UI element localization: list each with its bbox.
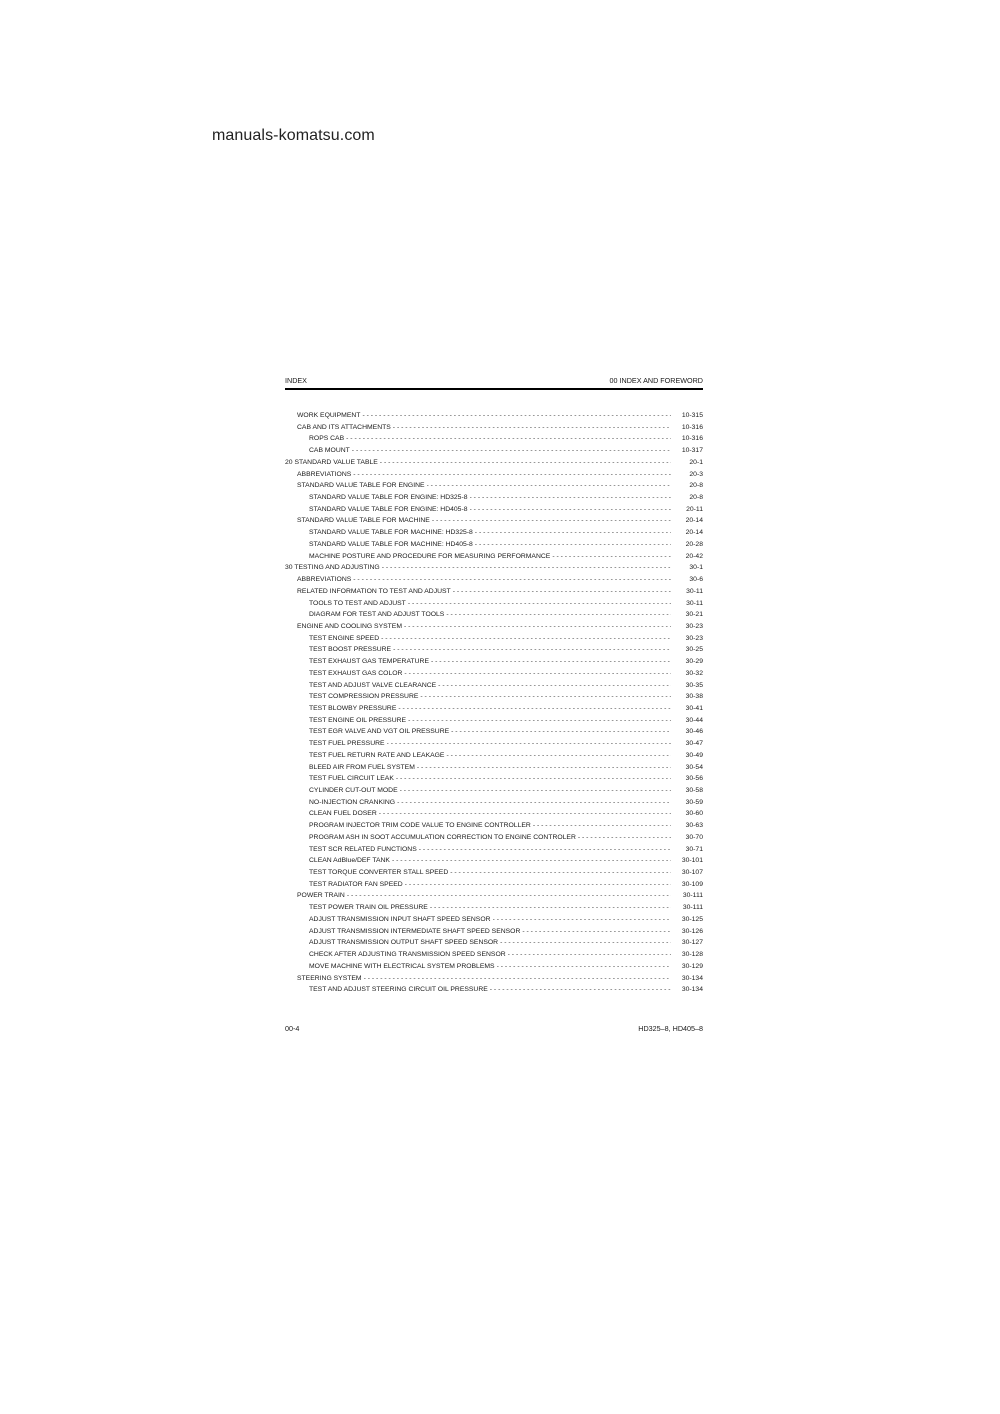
toc-entry-page: 30-49	[685, 751, 703, 759]
toc-entry-title: TEST BLOWBY PRESSURE	[309, 704, 397, 712]
dot-leader	[427, 480, 671, 492]
toc-entry-title: TEST RADIATOR FAN SPEED	[309, 880, 403, 888]
toc-entry-page: 20-14	[685, 517, 703, 525]
dot-leader	[578, 832, 671, 844]
toc-entry[interactable]	[285, 422, 703, 434]
toc-entry[interactable]	[285, 691, 703, 703]
toc-entry-title: TEST EXHAUST GAS COLOR	[309, 669, 403, 677]
toc-entry-page: 30-44	[685, 716, 703, 724]
toc-entry[interactable]	[285, 469, 703, 481]
dot-leader	[393, 644, 671, 656]
dot-leader	[353, 469, 671, 481]
dot-leader	[417, 762, 671, 774]
toc-entry[interactable]	[285, 527, 703, 539]
page-footer	[285, 1024, 703, 1033]
page-number: 00-4	[285, 1024, 300, 1033]
dot-leader	[400, 785, 671, 797]
toc-entry[interactable]	[285, 855, 703, 867]
toc-entry[interactable]	[285, 926, 703, 938]
toc-entry[interactable]	[285, 644, 703, 656]
toc-entry-title: TEST FUEL CIRCUIT LEAK	[309, 775, 394, 783]
toc-entry[interactable]	[285, 902, 703, 914]
toc-entry-title: CLEAN AdBlue/DEF TANK	[309, 857, 390, 865]
dot-leader	[362, 410, 671, 422]
toc-entry-title: PROGRAM ASH IN SOOT ACCUMULATION CORRECTION TO ENGINE CONTROLER	[309, 833, 576, 841]
manual-page	[285, 376, 703, 1033]
header-chapter-title: 00 INDEX AND FOREWORD	[609, 376, 703, 385]
dot-leader	[497, 961, 671, 973]
toc-entry-page: 30-23	[685, 634, 703, 642]
toc-entry-title: RELATED INFORMATION TO TEST AND ADJUST	[297, 587, 451, 595]
dot-leader	[408, 715, 671, 727]
dot-leader	[419, 844, 671, 856]
toc-entry-page: 20-1	[689, 458, 703, 466]
toc-entry-page: 20-11	[686, 505, 703, 513]
model-numbers: HD325–8, HD405–8	[638, 1024, 703, 1033]
toc-entry-page: 20-28	[685, 540, 703, 548]
dot-leader	[431, 656, 671, 668]
dot-leader	[392, 855, 671, 867]
toc-entry-title: TEST POWER TRAIN OIL PRESSURE	[309, 904, 428, 912]
toc-entry-page: 30-6	[689, 576, 703, 584]
toc-entry-page: 30-29	[685, 658, 703, 666]
dot-leader	[430, 902, 671, 914]
toc-entry-title: TEST ENGINE OIL PRESSURE	[309, 716, 407, 724]
toc-entry[interactable]	[285, 633, 703, 645]
toc-entry[interactable]	[285, 609, 703, 621]
dot-leader	[475, 539, 671, 551]
toc-entry-page: 30-32	[685, 669, 703, 677]
dot-leader	[364, 973, 671, 985]
toc-entry[interactable]	[285, 492, 703, 504]
toc-entry[interactable]	[285, 832, 703, 844]
toc-entry-title: POWER TRAIN	[297, 892, 345, 900]
dot-leader	[446, 750, 671, 762]
toc-entry-title: MACHINE POSTURE AND PROCEDURE FOR MEASURING PERFORMANCE	[309, 552, 551, 560]
toc-entry-title: BLEED AIR FROM FUEL SYSTEM	[309, 763, 415, 771]
toc-entry[interactable]	[285, 762, 703, 774]
toc-entry[interactable]	[285, 410, 703, 422]
toc-entry-title: TEST EXHAUST GAS TEMPERATURE	[309, 658, 429, 666]
toc-entry-title: TEST BOOST PRESSURE	[309, 646, 392, 654]
dot-leader	[493, 914, 671, 926]
watermark-text: manuals-komatsu.com	[212, 127, 375, 144]
toc-entry[interactable]	[285, 890, 703, 902]
toc-entry-title: ROPS CAB	[309, 435, 345, 443]
toc-entry-page: 20-42	[685, 552, 703, 560]
toc-entry-title: CHECK AFTER ADJUSTING TRANSMISSION SPEED SENSOR	[309, 951, 506, 959]
dot-leader	[347, 890, 671, 902]
toc-entry-title: STANDARD VALUE TABLE FOR ENGINE	[297, 482, 425, 490]
toc-entry[interactable]	[285, 984, 703, 996]
toc-entry-title: ABBREVIATIONS	[297, 576, 352, 584]
header-rule	[285, 388, 703, 390]
toc-entry-page: 30-38	[685, 693, 703, 701]
toc-entry-title: TEST FUEL PRESSURE	[309, 740, 385, 748]
toc-entry-title: 30 TESTING AND ADJUSTING	[285, 564, 380, 572]
toc-entry-title: ENGINE AND COOLING SYSTEM	[297, 622, 402, 630]
toc-entry[interactable]	[285, 961, 703, 973]
toc-entry-title: MOVE MACHINE WITH ELECTRICAL SYSTEM PROBLEMS	[309, 962, 495, 970]
dot-leader	[470, 504, 671, 516]
toc-entry-title: ADJUST TRANSMISSION OUTPUT SHAFT SPEED SENSOR	[309, 939, 499, 947]
dot-leader	[404, 668, 671, 680]
dot-leader	[352, 445, 671, 457]
toc-entry[interactable]	[285, 480, 703, 492]
toc-entry[interactable]	[285, 797, 703, 809]
toc-entry-page: 30-46	[685, 728, 703, 736]
dot-leader	[508, 949, 671, 961]
dot-leader	[405, 879, 671, 891]
toc-entry[interactable]	[285, 879, 703, 891]
toc-entry-page: 30-23	[685, 622, 703, 630]
toc-entry-title: TOOLS TO TEST AND ADJUST	[309, 599, 406, 607]
toc-entry-page: 30-35	[685, 681, 703, 689]
dot-leader	[446, 609, 671, 621]
dot-leader	[346, 433, 671, 445]
toc-entry-page: 30-127	[681, 939, 703, 947]
toc-entry[interactable]	[285, 973, 703, 985]
toc-entry-page: 30-1	[689, 564, 703, 572]
toc-entry-title: STANDARD VALUE TABLE FOR ENGINE: HD405-8	[309, 505, 468, 513]
toc-entry[interactable]	[285, 562, 703, 574]
dot-leader	[396, 773, 671, 785]
dot-leader	[475, 527, 671, 539]
toc-entry[interactable]	[285, 586, 703, 598]
toc-entry[interactable]	[285, 668, 703, 680]
dot-leader	[432, 515, 671, 527]
toc-entry[interactable]	[285, 773, 703, 785]
toc-entry-page: 10-316	[681, 423, 703, 431]
toc-entry-page: 30-54	[685, 763, 703, 771]
toc-entry[interactable]	[285, 820, 703, 832]
dot-leader	[380, 457, 671, 469]
toc-entry-page: 30-11	[686, 587, 703, 595]
toc-entry-page: 20-3	[689, 470, 703, 478]
toc-entry-page: 20-14	[685, 529, 703, 537]
toc-entry-title: TEST AND ADJUST STEERING CIRCUIT OIL PRESSURE	[309, 986, 488, 994]
toc-entry[interactable]	[285, 867, 703, 879]
dot-leader	[387, 738, 671, 750]
toc-entry-page: 30-47	[685, 740, 703, 748]
dot-leader	[453, 586, 671, 598]
dot-leader	[382, 562, 671, 574]
toc-entry-title: ADJUST TRANSMISSION INTERMEDIATE SHAFT SPEED SENSOR	[309, 927, 521, 935]
dot-leader	[533, 820, 671, 832]
toc-entry[interactable]	[285, 457, 703, 469]
toc-entry[interactable]	[285, 808, 703, 820]
dot-leader	[490, 984, 671, 996]
toc-entry-page: 30-129	[681, 962, 703, 970]
toc-entry[interactable]	[285, 504, 703, 516]
toc-entry-title: CLEAN FUEL DOSER	[309, 810, 377, 818]
dot-leader	[470, 492, 671, 504]
toc-entry-title: TEST TORQUE CONVERTER STALL SPEED	[309, 869, 449, 877]
toc-entry-page: 30-60	[685, 810, 703, 818]
dot-leader	[404, 621, 671, 633]
toc-entry-title: PROGRAM INJECTOR TRIM CODE VALUE TO ENGINE CONTROLLER	[309, 822, 531, 830]
toc-entry-page: 30-41	[685, 704, 703, 712]
toc-entry-page: 30-59	[685, 798, 703, 806]
toc-entry-page: 30-63	[685, 822, 703, 830]
toc-entry-title: WORK EQUIPMENT	[297, 412, 361, 419]
toc-entry[interactable]	[285, 738, 703, 750]
toc-entry[interactable]	[285, 715, 703, 727]
toc-entry[interactable]	[285, 844, 703, 856]
dot-leader	[397, 797, 671, 809]
toc-entry[interactable]	[285, 750, 703, 762]
toc-entry-page: 20-8	[689, 482, 703, 490]
toc-entry-title: TEST ENGINE SPEED	[309, 634, 380, 642]
dot-leader	[420, 691, 671, 703]
dot-leader	[381, 633, 671, 645]
toc-entry[interactable]	[285, 656, 703, 668]
toc-entry-page: 30-71	[685, 845, 703, 853]
toc-entry-page: 30-126	[681, 927, 703, 935]
toc-entry[interactable]	[285, 914, 703, 926]
dot-leader	[379, 808, 671, 820]
toc-entry-title: 20 STANDARD VALUE TABLE	[285, 458, 378, 466]
toc-entry[interactable]	[285, 551, 703, 563]
toc-entry-title: STANDARD VALUE TABLE FOR MACHINE: HD405-8	[309, 540, 473, 548]
toc-entry-page: 30-109	[681, 880, 703, 888]
toc-entry-title: ADJUST TRANSMISSION INPUT SHAFT SPEED SENSOR	[309, 915, 491, 923]
toc-entry[interactable]	[285, 445, 703, 457]
toc-entry-page: 30-111	[682, 904, 703, 912]
toc-entry-page: 30-58	[685, 787, 703, 794]
page-header	[285, 376, 703, 386]
toc-entry[interactable]	[285, 785, 703, 797]
toc-entry[interactable]	[285, 949, 703, 961]
toc-entry-page: 30-56	[685, 775, 703, 783]
toc-entry-page: 10-315	[681, 412, 703, 419]
toc-entry-title: NO-INJECTION CRANKING	[309, 798, 396, 806]
toc-entry-page: 20-8	[689, 494, 703, 502]
toc-entry-title: TEST EGR VALVE AND VGT OIL PRESSURE	[309, 728, 450, 736]
toc-entry-page: 30-134	[681, 986, 703, 994]
toc-entry-title: TEST FUEL RETURN RATE AND LEAKAGE	[309, 751, 445, 759]
toc-entry[interactable]	[285, 726, 703, 738]
toc-entry-title: DIAGRAM FOR TEST AND ADJUST TOOLS	[309, 611, 445, 619]
dot-leader	[451, 726, 671, 738]
toc-entry-title: STEERING SYSTEM	[297, 974, 362, 982]
toc-entry-page: 30-101	[681, 857, 703, 865]
toc-entry[interactable]	[285, 598, 703, 610]
dot-leader	[353, 574, 671, 586]
toc-entry-page: 30-11	[686, 599, 703, 607]
toc-entry[interactable]	[285, 433, 703, 445]
dot-leader	[522, 926, 671, 938]
toc-entry[interactable]	[285, 515, 703, 527]
toc-entry-title: TEST SCR RELATED FUNCTIONS	[309, 845, 417, 853]
toc-entry[interactable]	[285, 703, 703, 715]
dot-leader	[393, 422, 671, 434]
toc-entry-page: 10-316	[681, 435, 703, 443]
toc-entry[interactable]	[285, 574, 703, 586]
toc-entry-page: 30-21	[685, 611, 703, 619]
toc-entry-title: TEST COMPRESSION PRESSURE	[309, 693, 419, 701]
toc-entry-page: 30-125	[681, 915, 703, 923]
toc-entry[interactable]	[285, 937, 703, 949]
table-of-contents	[285, 410, 703, 996]
dot-leader	[398, 703, 671, 715]
toc-entry-page: 30-70	[685, 833, 703, 841]
toc-entry-title: STANDARD VALUE TABLE FOR MACHINE	[297, 517, 430, 525]
toc-entry[interactable]	[285, 621, 703, 633]
toc-entry-title: TEST AND ADJUST VALVE CLEARANCE	[309, 681, 437, 689]
toc-entry-title: ABBREVIATIONS	[297, 470, 352, 478]
toc-entry-page: 30-107	[681, 869, 703, 877]
toc-entry-page: 10-317	[681, 447, 703, 455]
toc-entry[interactable]	[285, 680, 703, 692]
toc-entry-page: 30-128	[681, 951, 703, 959]
dot-leader	[552, 551, 671, 563]
toc-entry-page: 30-25	[685, 646, 703, 654]
toc-entry-title: STANDARD VALUE TABLE FOR MACHINE: HD325-8	[309, 529, 473, 537]
toc-entry-title: CAB MOUNT	[309, 447, 350, 455]
toc-entry-title: CYLINDER CUT-OUT MODE	[309, 787, 398, 794]
toc-entry-title: STANDARD VALUE TABLE FOR ENGINE: HD325-8	[309, 494, 468, 502]
dot-leader	[438, 680, 671, 692]
toc-entry-title: CAB AND ITS ATTACHMENTS	[297, 423, 391, 431]
toc-entry[interactable]	[285, 539, 703, 551]
dot-leader	[408, 598, 671, 610]
toc-entry-page: 30-134	[681, 974, 703, 982]
toc-entry-page: 30-111	[682, 892, 703, 900]
dot-leader	[450, 867, 671, 879]
dot-leader	[500, 937, 671, 949]
header-section-label: INDEX	[285, 376, 307, 385]
